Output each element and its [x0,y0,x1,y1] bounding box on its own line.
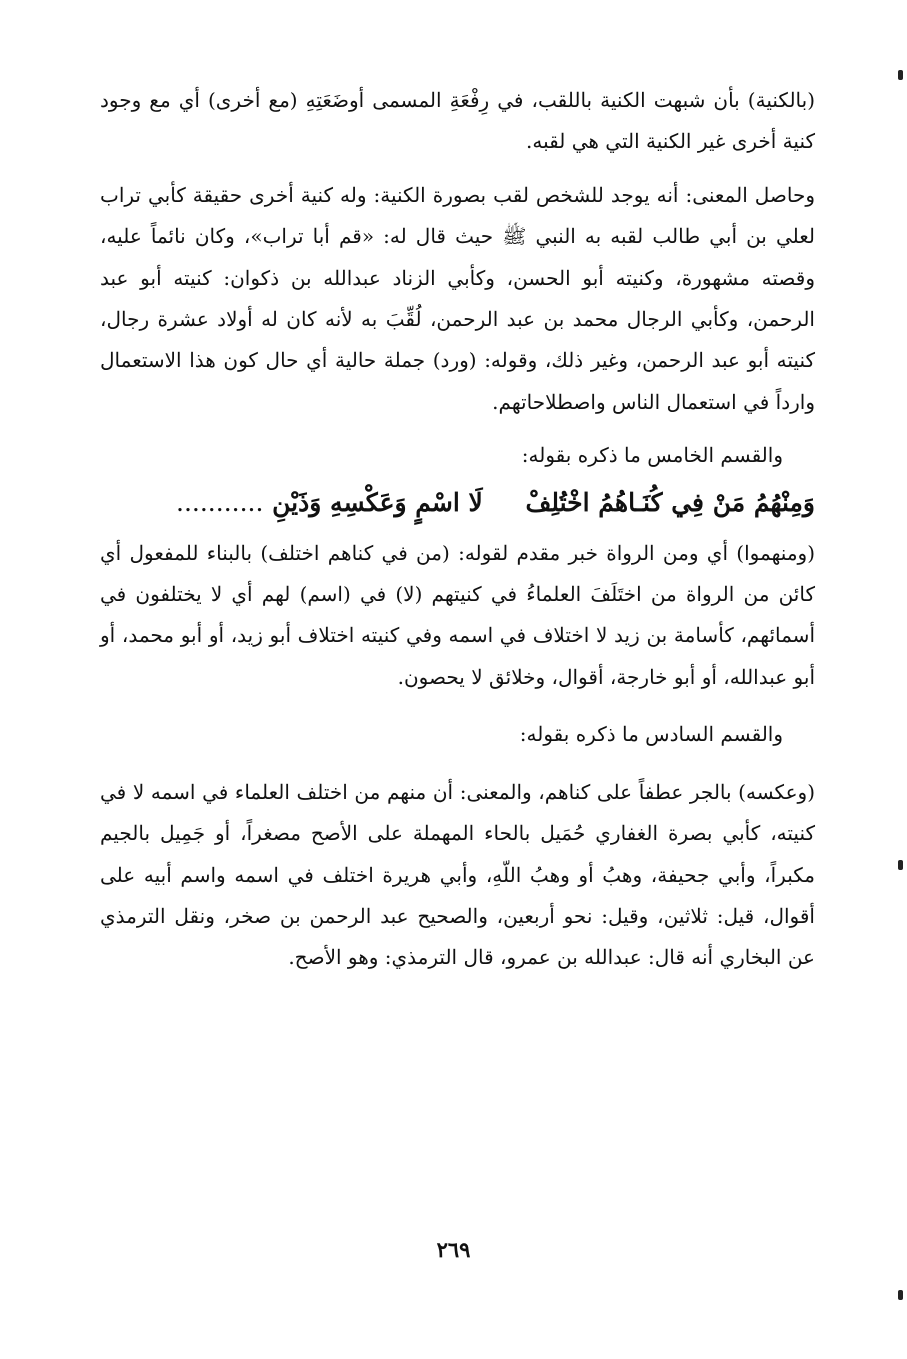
verse-hemistich-first: وَمِنْهُمُ مَنْ فِي كُنَـاهُمُ اخْتُلِفْ [525,487,815,517]
spacer [100,698,815,714]
verse-dots: ........... [176,487,264,517]
paragraph: (بالكنية) بأن شبهت الكنية باللقب، في رِفْعَةِ المسمى أوضَعَتِهِ (مع أخرى) أي مع وجود كنية أخرى غير الكنية التي هي لقبه. [100,88,815,154]
spacer [100,756,815,772]
page-number: ٢٦٩ [436,1237,471,1262]
paragraph: (ومنهموا) أي ومن الرواة خبر مقدم لقوله: (من في كناهم اختلف) بالبناء للمفعول أي كائن من الرواة من اختَلَفَ العلماءُ في كنيتهم (لا) في (اسم) لهم أي لا يختلفون في أسمائهم، كأسامة بن زيد لا اختلاف في اسمه وفي كنيته اختلاف أبو زيد، أو أبو محمد، أو أبو عبدالله، أو أبو خارجة، أقوال، وخلائق لا يحصون. [100,540,815,689]
scan-mark [898,1290,903,1300]
spacer [100,423,815,435]
spacer [100,163,815,175]
paragraph: (وعكسه) بالجر عطفاً على كناهم، والمعنى: أن منهم من اختلف العلماء في اسمه لا في كنيته، كأبي بصرة الغفاري حُمَيل بالحاء المهملة على الأصح مصغراً، أو جَمِيل بالجيم مكبراً، وأبي جحيفة، وهبُ أو وهبُ اللّهِ، وأبي هريرة اختلف في اسمه واسم أبيه على أقوال، قيل: ثلاثين، وقيل: نحو أربعين، والصحيح عبد الرحمن بن صخر، ونقل الترمذي عن البخاري أنه قال: عبدالله بن عمرو، قال الترمذي: وهو الأصح. [100,779,815,970]
verse-line [100,483,815,523]
scan-mark [898,860,903,870]
section-heading-sixth: والقسم السادس ما ذكره بقوله: [519,722,783,747]
verse-hemistich-second: لَا اسْمٍ وَعَكْسِهِ وَذَيْنِ [272,487,483,517]
page-body [100,80,815,1280]
section-heading-fifth: والقسم الخامس ما ذكره بقوله: [521,443,783,468]
scan-mark [898,70,903,80]
paragraph: وحاصل المعنى: أنه يوجد للشخص لقب بصورة الكنية: وله كنية أخرى حقيقة كأبي تراب لعلي بن أبي طالب لقبه به النبي ﷺ حيث قال له: «قم أبا تراب»، وكان نائماً عليه، وقصته مشهورة، وكنيته أبو الحسن، وكأبي الزناد عبدالله بن ذكوان: كنيته أبو عبد الرحمن، وكأبي الرجال محمد بن عبد الرحمن، لُقِّبَ به لأنه كان له أولاد عشرة رجال، كنيته أبو عبد الرحمن، وغير ذلك، وقوله: (ورد) جملة حالية أي حال كون هذا الاستعمال وارداً في استعمال الناس واصطلاحاتهم. [100,182,815,414]
